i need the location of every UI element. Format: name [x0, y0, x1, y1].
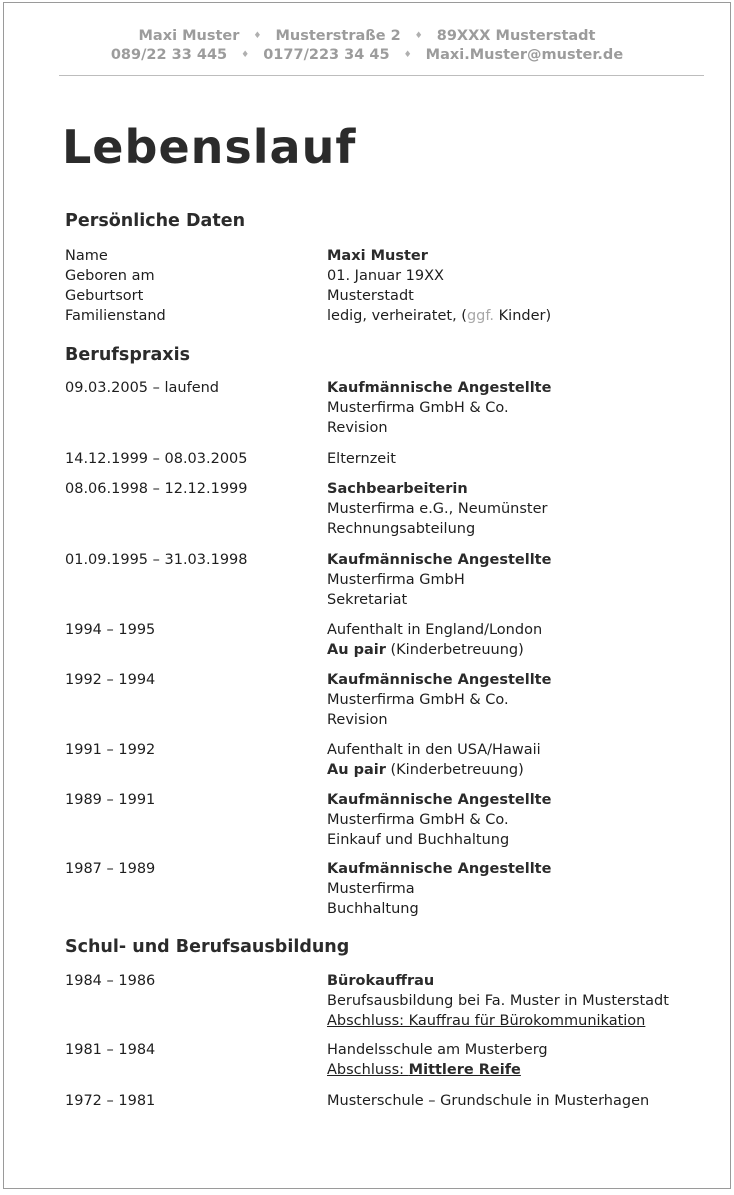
- entry-description: Elternzeit: [327, 451, 396, 467]
- entry-date: 1972 – 1981: [65, 1093, 156, 1109]
- entry-description: Aufenthalt in den USA/Hawaii: [327, 742, 541, 758]
- value-name: Maxi Muster: [327, 248, 428, 264]
- cv-page: [3, 2, 731, 1189]
- entry-title: Bürokauffrau: [327, 973, 435, 989]
- contact-name: Maxi Muster: [138, 28, 240, 44]
- entry-date: 14.12.1999 – 08.03.2005: [65, 451, 248, 467]
- entry-date: 1989 – 1991: [65, 792, 156, 808]
- value-status: ledig, verheiratet, (ggf. Kinder): [327, 308, 552, 324]
- entry-degree: Abschluss: Mittlere Reife: [327, 1062, 521, 1078]
- entry-role: Au pair (Kinderbetreuung): [327, 762, 524, 778]
- entry-description: Aufenthalt in England/London: [327, 622, 543, 638]
- contact-phone: 089/22 33 445: [110, 47, 228, 63]
- entry-date: 01.09.1995 – 31.03.1998: [65, 552, 248, 568]
- entry-date: 08.06.1998 – 12.12.1999: [65, 481, 248, 497]
- label-name: Name: [65, 248, 108, 264]
- entry-company: Musterfirma: [327, 881, 415, 897]
- entry-description: Musterschule – Grundschule in Musterhagen: [327, 1093, 650, 1109]
- entry-role: Au pair (Kinderbetreuung): [327, 642, 524, 658]
- page-title: Lebenslauf: [62, 120, 357, 174]
- contact-line-phone: [4, 46, 730, 65]
- entry-department: Buchhaltung: [327, 901, 419, 917]
- entry-title: Kaufmännische Angestellte: [327, 861, 552, 877]
- entry-company: Musterfirma GmbH & Co.: [327, 692, 509, 708]
- entry-description: Handelsschule am Musterberg: [327, 1042, 548, 1058]
- entry-description: Berufsausbildung bei Fa. Muster in Musterstadt: [327, 993, 669, 1009]
- entry-date: 1994 – 1995: [65, 622, 156, 638]
- entry-title: Sachbearbeiterin: [327, 481, 468, 497]
- section-work-heading: Berufspraxis: [65, 345, 190, 365]
- entry-company: Musterfirma GmbH: [327, 572, 465, 588]
- section-education-heading: Schul- und Berufsausbildung: [65, 937, 350, 957]
- entry-company: Musterfirma GmbH & Co.: [327, 812, 509, 828]
- diamond-separator-icon: ♦: [403, 50, 412, 60]
- entry-date: 1984 – 1986: [65, 973, 156, 989]
- entry-department: Rechnungsabteilung: [327, 521, 476, 537]
- value-birthplace: Musterstadt: [327, 288, 414, 304]
- diamond-separator-icon: ♦: [253, 31, 262, 41]
- value-born: 01. Januar 19XX: [327, 268, 444, 284]
- entry-department: Revision: [327, 712, 388, 728]
- contact-city: 89XXX Musterstadt: [436, 28, 596, 44]
- label-birthplace: Geburtsort: [65, 288, 144, 304]
- entry-title: Kaufmännische Angestellte: [327, 380, 552, 396]
- ggf-note: ggf.: [466, 308, 495, 324]
- contact-mobile: 0177/223 34 45: [263, 47, 390, 63]
- entry-department: Revision: [327, 420, 388, 436]
- header-divider: [59, 75, 704, 76]
- entry-title: Kaufmännische Angestellte: [327, 552, 552, 568]
- entry-department: Sekretariat: [327, 592, 408, 608]
- contact-line-address: [4, 27, 730, 46]
- contact-header: [4, 27, 730, 65]
- entry-department: Einkauf und Buchhaltung: [327, 832, 510, 848]
- entry-date: 1992 – 1994: [65, 672, 156, 688]
- section-personal-heading: Persönliche Daten: [65, 211, 246, 231]
- label-born: Geboren am: [65, 268, 155, 284]
- entry-date: 09.03.2005 – laufend: [65, 380, 220, 396]
- label-status: Familienstand: [65, 308, 166, 324]
- diamond-separator-icon: ♦: [241, 50, 250, 60]
- contact-street: Musterstraße 2: [275, 28, 401, 44]
- entry-company: Musterfirma e.G., Neumünster: [327, 501, 548, 517]
- entry-date: 1987 – 1989: [65, 861, 156, 877]
- entry-company: Musterfirma GmbH & Co.: [327, 400, 509, 416]
- entry-date: 1991 – 1992: [65, 742, 156, 758]
- entry-degree: Abschluss: Kauffrau für Bürokommunikation: [327, 1013, 646, 1029]
- entry-date: 1981 – 1984: [65, 1042, 156, 1058]
- diamond-separator-icon: ♦: [414, 31, 423, 41]
- entry-title: Kaufmännische Angestellte: [327, 672, 552, 688]
- contact-email: Maxi.Muster@muster.de: [425, 47, 624, 63]
- entry-title: Kaufmännische Angestellte: [327, 792, 552, 808]
